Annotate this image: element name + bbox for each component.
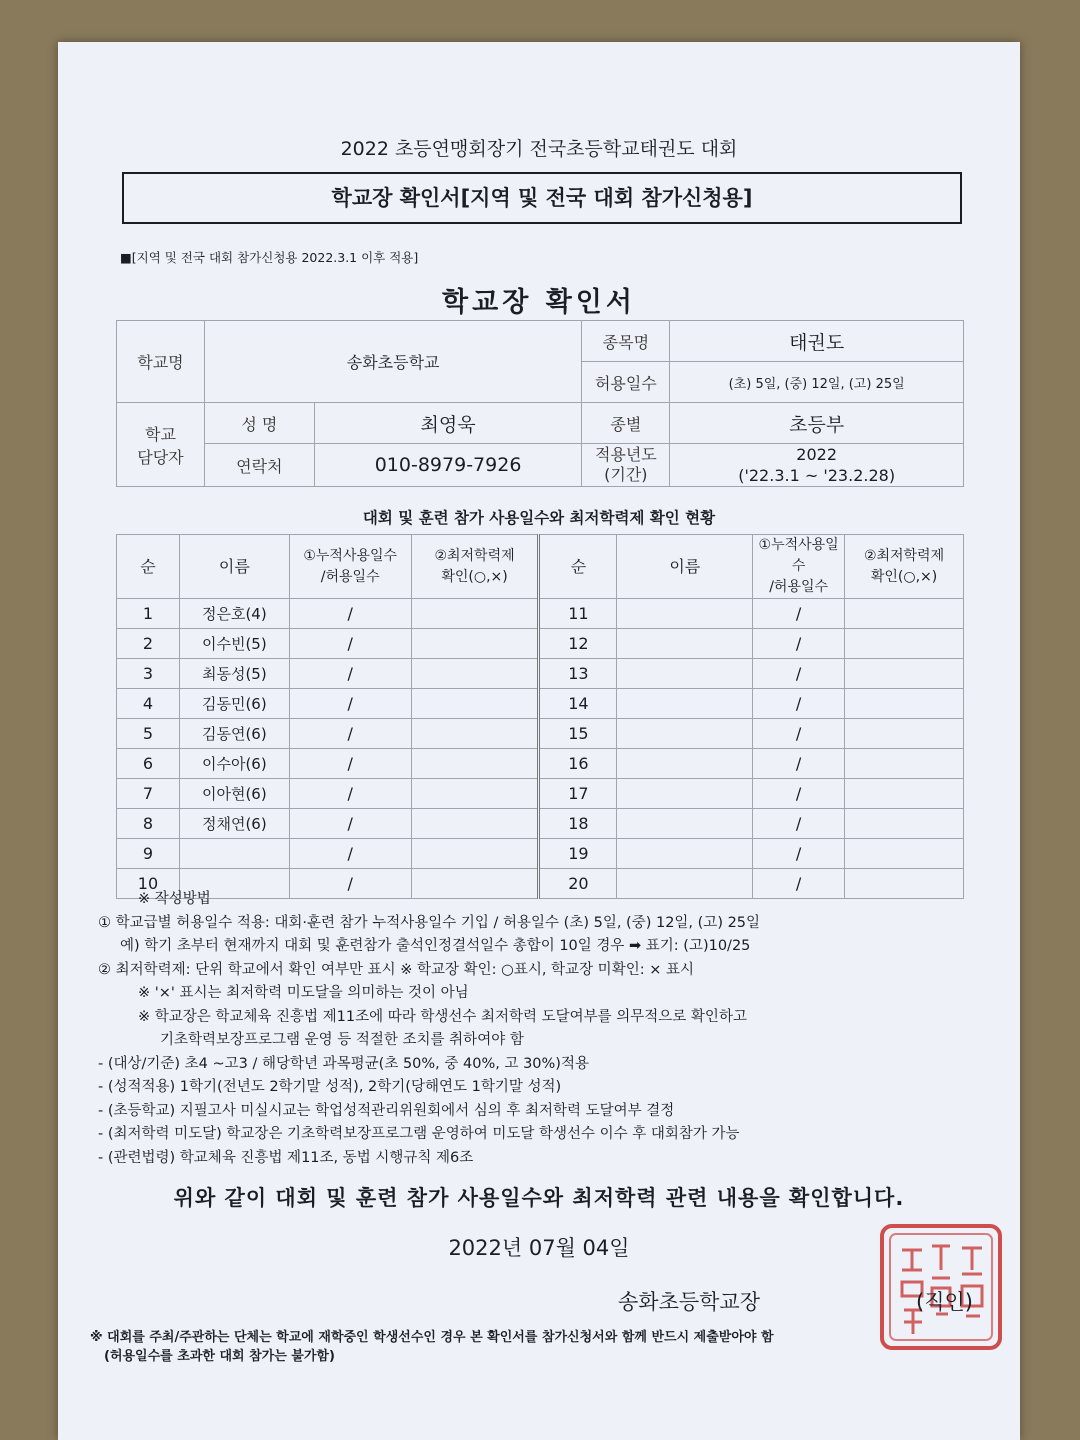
contact-value: 010-8979-7926 xyxy=(314,444,582,487)
seal-label: (직인) xyxy=(916,1290,973,1314)
note-1a: ① 학교급별 허용일수 적용: 대회·훈련 참가 누적사용일수 기입 / 허용일수 (초) 5일, (중) 12일, (고) 25일 xyxy=(98,914,761,931)
roster-cell-days: / xyxy=(753,779,845,809)
footnote-line1: ※ 대회를 주최/주관하는 단체는 학교에 재학중인 학생선수인 경우 본 확인서를 참가신청서와 함께 반드시 제출받아야 함 xyxy=(90,1330,774,1345)
event-title: 2022 초등연맹회장기 전국초등학교태권도 대회 xyxy=(340,138,738,160)
header-check-line1: ②최저학력제 xyxy=(434,547,515,564)
division-label: 종별 xyxy=(582,403,670,444)
manager-label-line1: 학교 xyxy=(144,424,176,444)
header-days-line1: ①누적사용일수 xyxy=(303,547,398,564)
manager-label xyxy=(117,403,205,487)
roster-cell-days: / xyxy=(753,869,845,899)
roster-cell-no: 15 xyxy=(539,719,617,749)
year-label xyxy=(582,444,670,487)
footnote-line2: (허용일수를 초과한 대회 참가는 불가함) xyxy=(104,1349,335,1364)
roster-cell-check xyxy=(845,809,964,839)
roster-cell-name xyxy=(617,659,753,689)
roster-cell-name: 정은호(4) xyxy=(179,599,289,629)
roster-cell-no: 8 xyxy=(117,809,180,839)
allowed-days-value: (초) 5일, (중) 12일, (고) 25일 xyxy=(670,362,964,403)
header-check-right-line2: 확인(○,×) xyxy=(870,568,938,585)
roster-cell-days: / xyxy=(753,719,845,749)
header-days-right xyxy=(753,535,845,599)
roster-cell-name: 최동성(5) xyxy=(179,659,289,689)
header-check-right xyxy=(845,535,964,599)
roster-cell-days: / xyxy=(289,689,411,719)
header-no: 순 xyxy=(117,535,180,599)
name-value: 최영욱 xyxy=(314,403,582,444)
roster-cell-check xyxy=(411,659,539,689)
note-3: ※ '×' 표시는 최저학력 미도달을 의미하는 것이 아님 xyxy=(138,985,469,1001)
roster-cell-days: / xyxy=(289,779,411,809)
detail-5: - (관련법령) 학교체육 진흥법 제11조, 동법 시행규칙 제6조 xyxy=(98,1149,474,1166)
roster-cell-days: / xyxy=(753,809,845,839)
roster-cell-name: 김동민(6) xyxy=(179,689,289,719)
table-row xyxy=(117,779,964,809)
roster-cell-check xyxy=(845,839,964,869)
roster-cell-check xyxy=(411,629,539,659)
roster-cell-check xyxy=(411,839,539,869)
roster-cell-days: / xyxy=(753,839,845,869)
roster-cell-days: / xyxy=(289,599,411,629)
roster-cell-days: / xyxy=(289,629,411,659)
event-value: 태권도 xyxy=(670,321,964,362)
roster-header-row xyxy=(117,535,964,599)
roster-cell-check xyxy=(845,629,964,659)
document-subtitle-box: 학교장 확인서[지역 및 전국 대회 참가신청용] xyxy=(122,172,962,224)
roster-cell-name xyxy=(617,629,753,659)
roster-cell-no: 4 xyxy=(117,689,180,719)
footnote xyxy=(90,1328,1000,1366)
note-1b: 예) 학기 초부터 현재까지 대회 및 훈련참가 출석인정결석일수 총합이 10일 경우 ➡ 표기: (고)10/25 xyxy=(120,938,751,954)
roster-cell-no: 17 xyxy=(539,779,617,809)
roster-cell-no: 7 xyxy=(117,779,180,809)
year-label-line2: (기간) xyxy=(604,465,648,484)
table-row xyxy=(117,809,964,839)
principal-name: 송화초등학교장 xyxy=(618,1290,761,1314)
roster-cell-no: 13 xyxy=(539,659,617,689)
roster-cell-days: / xyxy=(289,839,411,869)
notes-title: ※ 작성방법 xyxy=(138,891,211,907)
roster-cell-no: 10 xyxy=(117,869,180,899)
year-cell xyxy=(670,444,964,487)
period-value: ('22.3.1 ~ '23.2.28) xyxy=(738,466,896,485)
header-name: 이름 xyxy=(179,535,289,599)
roster-cell-check xyxy=(411,809,539,839)
roster-cell-days: / xyxy=(289,809,411,839)
roster-cell-no: 16 xyxy=(539,749,617,779)
roster-cell-no: 5 xyxy=(117,719,180,749)
roster-cell-days: / xyxy=(289,719,411,749)
header-no-right: 순 xyxy=(539,535,617,599)
school-label: 학교명 xyxy=(117,321,205,403)
roster-cell-check xyxy=(411,719,539,749)
manager-label-line2: 담당자 xyxy=(137,447,184,467)
table-row xyxy=(117,839,964,869)
header-check-line2: 확인(○,×) xyxy=(441,568,508,585)
name-label: 성 명 xyxy=(204,403,314,444)
note-4b: 기초학력보장프로그램 운영 등 적절한 조치를 취하여야 함 xyxy=(160,1032,524,1048)
roster-cell-name xyxy=(617,689,753,719)
header-days xyxy=(289,535,411,599)
info-table xyxy=(116,320,964,487)
note-2: ② 최저학력제: 단위 학교에서 확인 여부만 표시 ※ 학교장 확인: ○표시, 학교장 미확인: × 표시 xyxy=(98,961,694,978)
roster-cell-name: 정채연(6) xyxy=(179,809,289,839)
table-row xyxy=(117,599,964,629)
allowed-days-label: 허용일수 xyxy=(582,362,670,403)
division-value: 초등부 xyxy=(670,403,964,444)
roster-cell-no: 3 xyxy=(117,659,180,689)
detail-2: - (성적적용) 1학기(전년도 2학기말 성적), 2학기(당해연도 1학기말 성적) xyxy=(98,1079,562,1095)
roster-cell-no: 1 xyxy=(117,599,180,629)
roster-cell-no: 12 xyxy=(539,629,617,659)
roster-cell-check xyxy=(411,689,539,719)
roster-cell-check xyxy=(845,779,964,809)
roster-cell-name xyxy=(617,599,753,629)
table-row xyxy=(117,629,964,659)
roster-cell-no: 2 xyxy=(117,629,180,659)
roster-cell-name xyxy=(617,719,753,749)
year-label-line1: 적용년도 xyxy=(594,445,657,464)
roster-cell-check xyxy=(845,749,964,779)
roster-cell-name: 이아현(6) xyxy=(179,779,289,809)
issue-date: 2022년 07월 04일 xyxy=(448,1236,630,1260)
confirm-statement: 위와 같이 대회 및 훈련 참가 사용일수와 최저학력 관련 내용을 확인합니다. xyxy=(173,1186,905,1210)
roster-cell-days: / xyxy=(289,659,411,689)
roster-cell-check xyxy=(411,599,539,629)
roster-cell-days: / xyxy=(289,749,411,779)
header-days-right-line1: ①누적사용일수 xyxy=(758,537,839,574)
roster-cell-name xyxy=(617,839,753,869)
roster-table xyxy=(116,534,964,899)
roster-cell-check xyxy=(845,689,964,719)
note-4a: ※ 학교장은 학교체육 진흥법 제11조에 따라 학생선수 최저학력 도달여부를 의무적으로 확인하고 xyxy=(138,1008,747,1025)
roster-cell-name xyxy=(179,839,289,869)
year-value: 2022 xyxy=(796,445,837,464)
roster-cell-no: 14 xyxy=(539,689,617,719)
detail-3: - (초등학교) 지필고사 미실시교는 학업성적관리위원회에서 심의 후 최저학력 도달여부 결정 xyxy=(98,1102,675,1119)
roster-cell-check xyxy=(845,719,964,749)
roster-cell-days: / xyxy=(753,689,845,719)
header-name-right: 이름 xyxy=(617,535,753,599)
roster-cell-days: / xyxy=(753,599,845,629)
header-check-right-line1: ②최저학력제 xyxy=(863,547,945,564)
event-label: 종목명 xyxy=(582,321,670,362)
school-name: 송화초등학교 xyxy=(204,321,582,403)
roster-body xyxy=(117,599,964,899)
roster-cell-no: 20 xyxy=(539,869,617,899)
header-check xyxy=(411,535,539,599)
roster-cell-name xyxy=(617,779,753,809)
roster-cell-days: / xyxy=(753,659,845,689)
roster-cell-check xyxy=(845,599,964,629)
table-row xyxy=(117,749,964,779)
roster-cell-name xyxy=(617,809,753,839)
roster-cell-name: 이수빈(5) xyxy=(179,629,289,659)
table-row xyxy=(117,719,964,749)
apply-note: ■[지역 및 전국 대회 참가신청용 2022.3.1 이후 적용] xyxy=(120,250,419,265)
writing-notes xyxy=(98,888,998,1170)
table-row xyxy=(117,659,964,689)
header-days-line2: /허용일수 xyxy=(320,568,380,585)
roster-cell-name: 이수아(6) xyxy=(179,749,289,779)
roster-cell-no: 11 xyxy=(539,599,617,629)
roster-cell-no: 18 xyxy=(539,809,617,839)
roster-cell-no: 6 xyxy=(117,749,180,779)
document-heading: 학교장 확인서 xyxy=(442,287,636,318)
detail-1: - (대상/기준) 초4 ~고3 / 해당학년 과목평균(초 50%, 중 40%, 고 30%)적용 xyxy=(98,1055,589,1072)
roster-cell-check xyxy=(411,749,539,779)
roster-cell-name: 김동연(6) xyxy=(179,719,289,749)
roster-cell-days: / xyxy=(289,869,411,899)
table-row xyxy=(117,689,964,719)
roster-cell-no: 19 xyxy=(539,839,617,869)
contact-label: 연락처 xyxy=(204,444,314,487)
status-caption: 대회 및 훈련 참가 사용일수와 최저학력제 확인 현황 xyxy=(362,509,716,527)
header-days-right-line2: /허용일수 xyxy=(769,579,829,595)
roster-cell-no: 9 xyxy=(117,839,180,869)
document-paper xyxy=(58,42,1020,1440)
roster-cell-name xyxy=(617,749,753,779)
detail-4: - (최저학력 미도달) 학교장은 기초학력보장프로그램 운영하여 미도달 학생선수 이수 후 대회참가 가능 xyxy=(98,1126,740,1142)
roster-cell-check xyxy=(845,659,964,689)
roster-cell-check xyxy=(411,779,539,809)
roster-cell-days: / xyxy=(753,749,845,779)
roster-cell-days: / xyxy=(753,629,845,659)
